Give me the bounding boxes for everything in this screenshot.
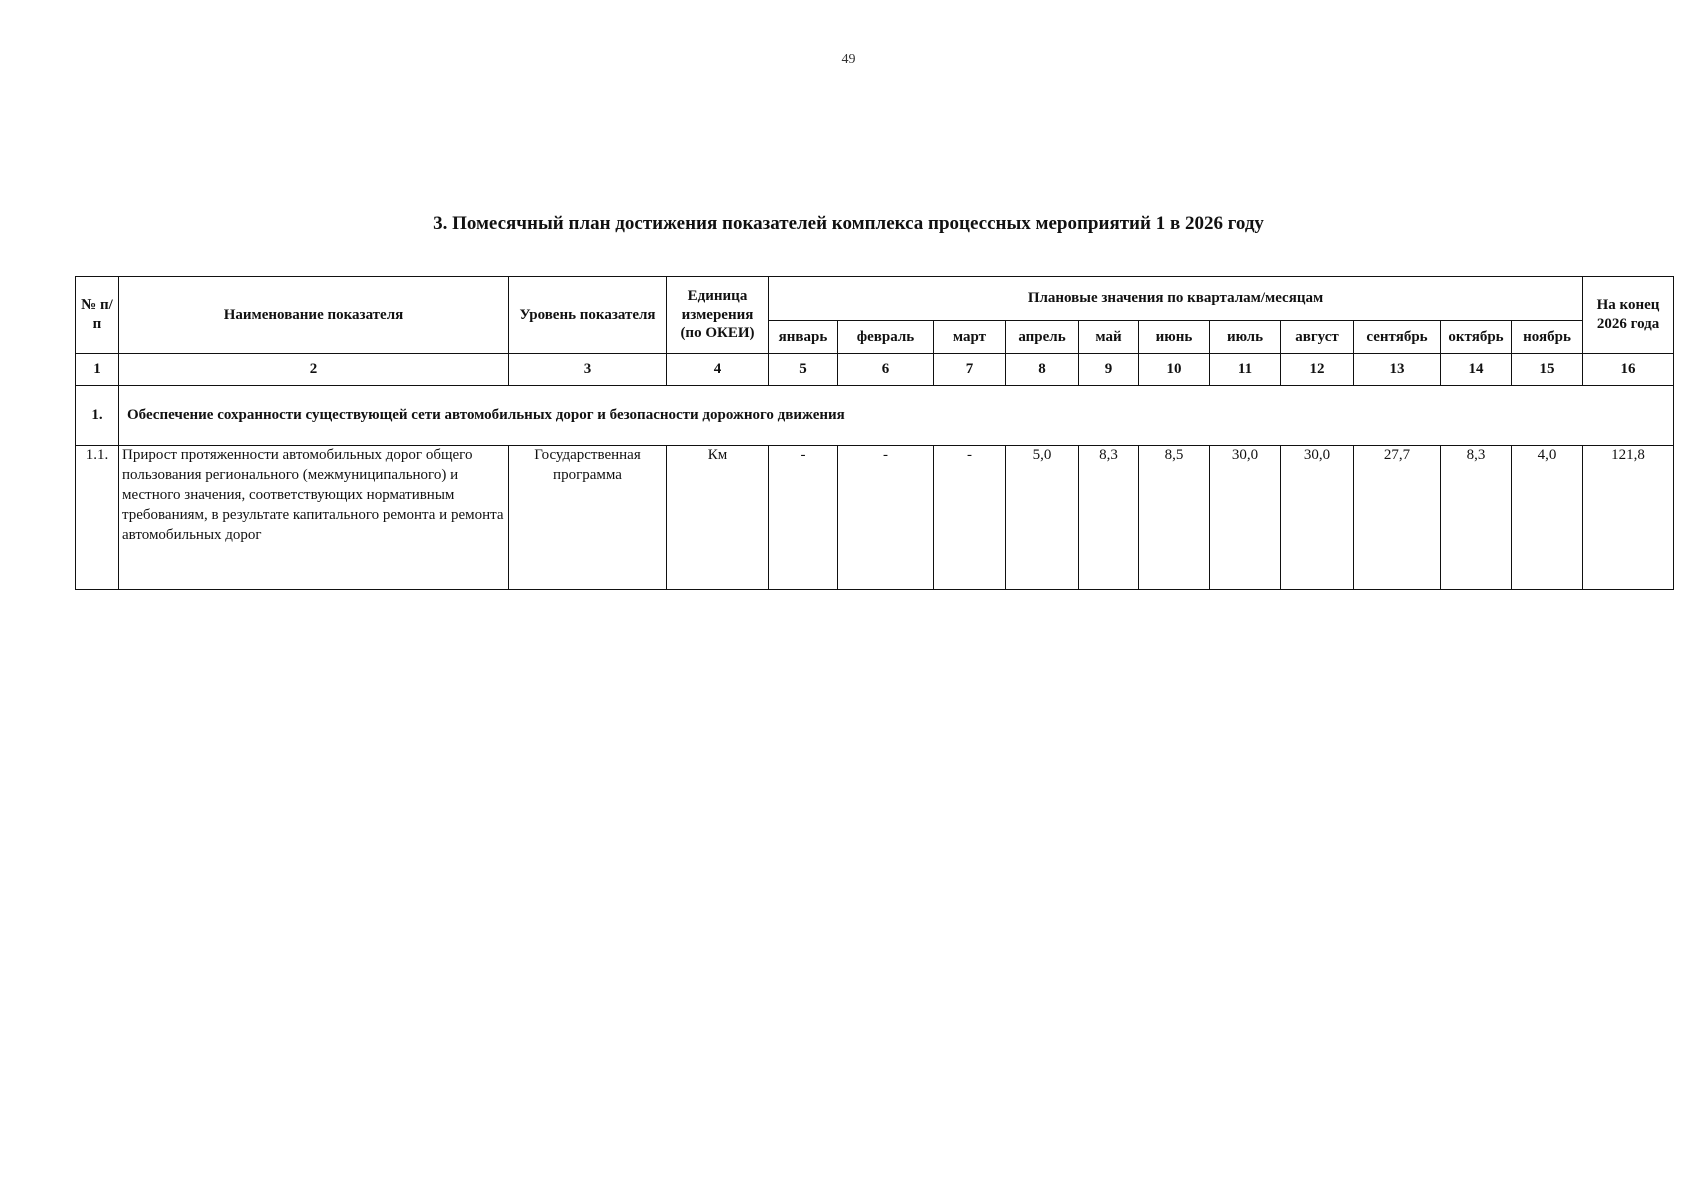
header-planned-values: Плановые значения по кварталам/месяцам (769, 277, 1583, 321)
monthly-plan-table (75, 276, 1674, 590)
header-month: февраль (838, 321, 934, 354)
month-value: 4,0 (1512, 446, 1583, 590)
indicator-name: Прирост протяженности автомобильных дорог общего пользования регионального (межмуниципального) и местного значения, соответствующих нормативным требованиям, в результате капитального ремонта и ремонта автомобильных дорог (119, 446, 509, 590)
column-number: 6 (838, 354, 934, 386)
header-month: май (1079, 321, 1139, 354)
header-month: октябрь (1441, 321, 1512, 354)
row-number: 1.1. (76, 446, 119, 590)
indicator-unit: Км (667, 446, 769, 590)
header-level: Уровень показателя (509, 277, 667, 354)
header-end-of-year: На конец 2026 года (1583, 277, 1674, 354)
table-row (76, 446, 1674, 590)
column-number: 12 (1281, 354, 1354, 386)
column-number: 5 (769, 354, 838, 386)
header-month: ноябрь (1512, 321, 1583, 354)
month-value: 30,0 (1281, 446, 1354, 590)
month-value: - (769, 446, 838, 590)
header-month: апрель (1006, 321, 1079, 354)
end-of-year-value: 121,8 (1583, 446, 1674, 590)
month-value: 27,7 (1354, 446, 1441, 590)
header-month: август (1281, 321, 1354, 354)
column-numbers-row (76, 354, 1674, 386)
month-value: - (838, 446, 934, 590)
column-number: 2 (119, 354, 509, 386)
column-number: 11 (1210, 354, 1281, 386)
section-number: 1. (76, 386, 119, 446)
column-number: 16 (1583, 354, 1674, 386)
month-value: 8,5 (1139, 446, 1210, 590)
column-number: 8 (1006, 354, 1079, 386)
month-value: 8,3 (1079, 446, 1139, 590)
column-number: 15 (1512, 354, 1583, 386)
month-value: 5,0 (1006, 446, 1079, 590)
column-number: 10 (1139, 354, 1210, 386)
header-unit: Единица измерения (по ОКЕИ) (667, 277, 769, 354)
header-num: № п/п (76, 277, 119, 354)
column-number: 3 (509, 354, 667, 386)
header-month: июль (1210, 321, 1281, 354)
section-row (76, 386, 1674, 446)
column-number: 4 (667, 354, 769, 386)
header-month: март (934, 321, 1006, 354)
column-number: 7 (934, 354, 1006, 386)
header-month: сентябрь (1354, 321, 1441, 354)
indicator-level: Государственная программа (509, 446, 667, 590)
header-month: июнь (1139, 321, 1210, 354)
column-number: 14 (1441, 354, 1512, 386)
page-number: 49 (841, 52, 856, 67)
month-value: - (934, 446, 1006, 590)
header-name: Наименование показателя (119, 277, 509, 354)
month-value: 8,3 (1441, 446, 1512, 590)
section-title: Обеспечение сохранности существующей сети автомобильных дорог и безопасности дорожного движения (119, 386, 1674, 446)
column-number: 1 (76, 354, 119, 386)
header-month: январь (769, 321, 838, 354)
column-number: 13 (1354, 354, 1441, 386)
document-title: 3. Помесячный план достижения показателей комплекса процессных мероприятий 1 в 2026 году (433, 213, 1264, 234)
column-number: 9 (1079, 354, 1139, 386)
month-value: 30,0 (1210, 446, 1281, 590)
